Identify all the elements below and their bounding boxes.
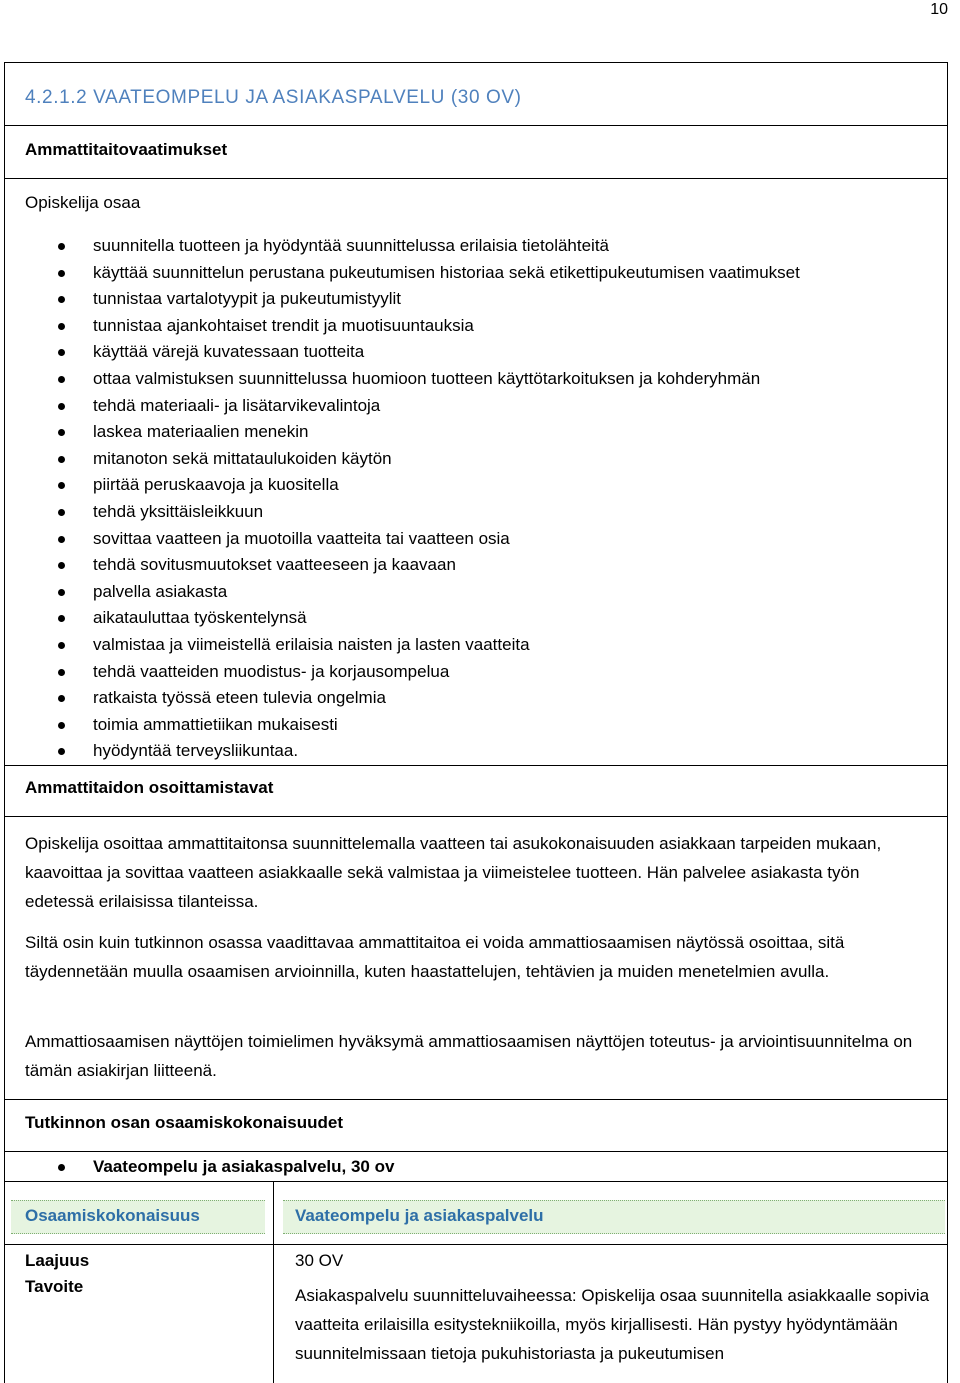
demonstration-paragraph-2: Siltä osin kuin tutkinnon osassa vaadittavaa ammattitaitoa ei voida ammattiosaamisen näytössä osoittaa, sitä täydennetään muulla osaamisen arvioinnilla, kuten haastattelujen, tehtävien ja muiden menetelmien avulla.: [25, 933, 845, 981]
list-item: ottaa valmistuksen suunnittelussa huomioon tuotteen käyttötarkoituksen ja kohderyhmän: [25, 366, 800, 393]
list-item: toimia ammattietiikan mukaisesti: [25, 712, 800, 739]
list-item: hyödyntää terveysliikuntaa.: [25, 738, 800, 765]
competences-heading: Tutkinnon osan osaamiskokonaisuudet: [25, 1113, 344, 1132]
table-top-border: [5, 1181, 947, 1182]
demonstration-paragraph-1: Opiskelija osoittaa ammattitaitonsa suunnittelemalla vaatteen tai asukokonaisuuden asiakkaan tarpeiden mukaan, kaavoittaa ja sovittaa vaatteen asiakkaalle sekä valmistaa ja viimeistelee tuotteen. Hän palvelee asiakasta työn edetessä erilaisissa tilanteissa.: [25, 834, 882, 911]
page-number: 10: [930, 1, 948, 18]
divider: [5, 1099, 947, 1100]
requirements-heading: Ammattitaitovaatimukset: [25, 140, 228, 159]
table-row-divider: [5, 1244, 947, 1245]
laajuus-label: Laajuus: [25, 1251, 90, 1270]
list-item: käyttää suunnittelun perustana pukeutumisen historiaa sekä etikettipukeutumisen vaatimukset: [25, 260, 800, 287]
list-item: ratkaista työssä eteen tulevia ongelmia: [25, 685, 800, 712]
list-item: aikatauluttaa työskentelynsä: [25, 605, 800, 632]
competence-item: Vaateompelu ja asiakaspalvelu, 30 ov: [25, 1154, 394, 1180]
list-item: laskea materiaalien menekin: [25, 419, 800, 446]
list-item: piirtää peruskaavoja ja kuositella: [25, 472, 800, 499]
tavoite-text: Asiakaspalvelu suunnitteluvaiheessa: Opiskelija osaa suunnitella asiakkaalle sopivia vaatteita erilaisilla esitystekniikoilla, myös kirjallisesti. Hän pystyy hyödyntämään suunnitelmissaan tietoja pukuhistoriasta ja pukeutumisen: [295, 1286, 930, 1363]
list-item: valmistaa ja viimeistellä erilaisia naisten ja lasten vaatteita: [25, 632, 800, 659]
list-item: suunnitella tuotteen ja hyödyntää suunnittelussa erilaisia tietolähteitä: [25, 233, 800, 260]
col1-header: Osaamiskokonaisuus: [25, 1206, 200, 1225]
list-item: tehdä vaatteiden muodistus- ja korjausompelua: [25, 659, 800, 686]
demonstration-paragraph-3: Ammattiosaamisen näyttöjen toimielimen hyväksymä ammattiosaamisen näyttöjen toteutus- ja arviointisuunnitelma on tämän asiakirjan liitteenä.: [25, 1032, 913, 1080]
list-item: tehdä yksittäisleikkuun: [25, 499, 800, 526]
list-item: sovittaa vaatteen ja muotoilla vaatteita tai vaatteen osia: [25, 526, 800, 553]
divider: [5, 178, 947, 179]
list-item: tunnistaa vartalotyypit ja pukeutumistyylit: [25, 286, 800, 313]
requirements-list: [25, 233, 800, 765]
divider: [5, 765, 947, 766]
list-item: palvella asiakasta: [25, 579, 800, 606]
demonstration-heading: Ammattitaidon osoittamistavat: [25, 778, 274, 797]
requirements-intro: Opiskelija osaa: [25, 193, 141, 212]
list-item: tehdä materiaali- ja lisätarvikevalintoja: [25, 393, 800, 420]
document-frame: [4, 62, 948, 1383]
table-column-divider: [273, 1181, 274, 1383]
divider: [5, 125, 947, 126]
list-item: tunnistaa ajankohtaiset trendit ja muotisuuntauksia: [25, 313, 800, 340]
list-item: käyttää värejä kuvatessaan tuotteita: [25, 339, 800, 366]
list-item: mitanoton sekä mittataulukoiden käytön: [25, 446, 800, 473]
tavoite-label: Tavoite: [25, 1277, 84, 1296]
list-item: tehdä sovitusmuutokset vaatteeseen ja kaavaan: [25, 552, 800, 579]
section-title: 4.2.1.2 VAATEOMPELU JA ASIAKASPALVELU (30 OV): [25, 87, 522, 108]
divider: [5, 816, 947, 817]
laajuus-value: 30 OV: [295, 1251, 344, 1270]
col2-header: Vaateompelu ja asiakaspalvelu: [295, 1206, 544, 1225]
divider: [5, 1151, 947, 1152]
